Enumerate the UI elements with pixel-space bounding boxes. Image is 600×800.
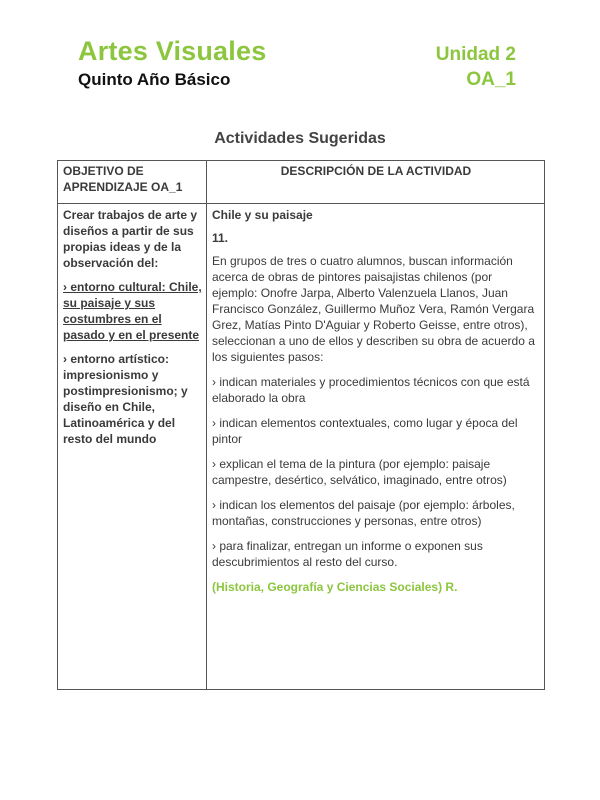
activity-step: › indican materiales y procedimientos técnicos con que está elaborado la obra: [212, 375, 530, 405]
subject-title: Artes Visuales: [78, 36, 267, 66]
activity-step: › para finalizar, entregan un informe o exponen sus descubrimientos al resto del curso.: [212, 539, 483, 569]
table-header-row: [58, 161, 545, 204]
activity-cell: [207, 204, 545, 690]
objective-column-header: OBJETIVO DE APRENDIZAJE OA_1: [58, 161, 207, 204]
objective-code: OA_1: [466, 69, 516, 90]
objective-cell: [58, 204, 207, 690]
activity-number: 11.: [212, 231, 229, 245]
objective-point-cultural: › entorno cultural: Chile, su paisaje y sus costumbres en el pasado y en el presente: [63, 280, 202, 342]
unit-label: Unidad 2: [435, 44, 516, 65]
activity-table: [57, 160, 545, 690]
objective-intro: Crear trabajos de arte y diseños a partir de sus propias ideas y de la observación del:: [63, 208, 198, 270]
activity-step: › indican elementos contextuales, como lugar y época del pintor: [212, 416, 518, 446]
activity-step: › explican el tema de la pintura (por ejemplo: paisaje campestre, desértico, selvático, imaginado, entre otros): [212, 457, 507, 487]
activity-title: Chile y su paisaje: [212, 208, 313, 222]
activity-step: › indican los elementos del paisaje (por ejemplo: árboles, montañas, construcciones y personas, entre otros): [212, 498, 515, 528]
grade-subtitle: Quinto Año Básico: [78, 70, 231, 89]
activity-subject-link: (Historia, Geografía y Ciencias Sociales) R.: [212, 580, 458, 594]
table-row: [58, 204, 545, 690]
objective-point-artistic: › entorno artístico: impresionismo y postimpresionismo; y diseño en Chile, Latinoamérica y del resto del mundo: [63, 352, 188, 446]
activity-intro: En grupos de tres o cuatro alumnos, buscan información acerca de obras de pintores paisajistas chilenos (por ejemplo: Onofre Jarpa, Alberto Valenzuela Llanos, Juan Francisco González, Guillermo Muñoz Vera, Ramón Vergara Grez, Matías Pinto D'Aguiar y Roberto Geisse, entre otros), seleccionan a uno de ellos y describen su obra de acuerdo a los siguientes pasos:: [212, 254, 535, 364]
description-column-header: DESCRIPCIÓN DE LA ACTIVIDAD: [207, 161, 545, 204]
section-title: Actividades Sugeridas: [214, 130, 386, 147]
